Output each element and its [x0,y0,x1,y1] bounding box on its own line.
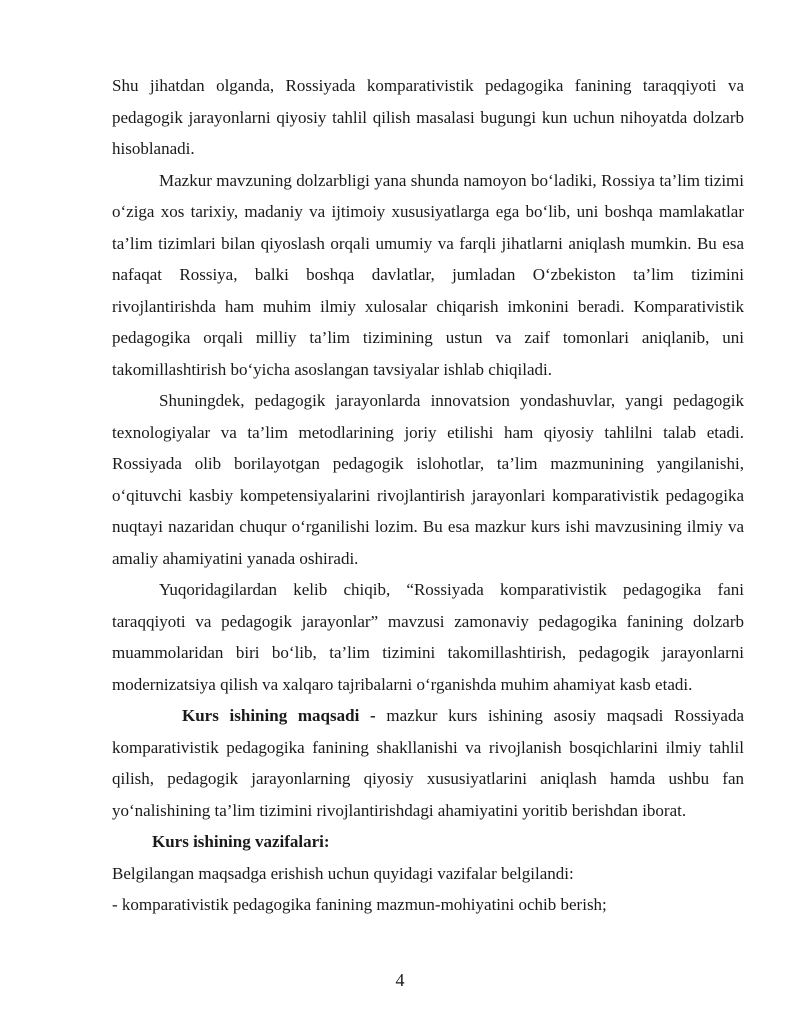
page-number: 4 [395,970,405,990]
document-page [112,70,744,921]
course-goal-label: Kurs ishining maqsadi - [182,706,376,725]
course-task-item: - komparativistik pedagogika fanining mazmun-mohiyatini ochib berish; [112,895,607,914]
course-tasks-intro: Belgilangan maqsadga erishish uchun quyidagi vazifalar belgilandi: [112,863,574,883]
paragraph-course-goal [112,700,744,826]
paragraph-summary: Yuqoridagilardan kelib chiqib, “Rossiyada komparativistik pedagogika fani taraqqiyoti va pedagogik jarayonlar” mavzusi zamonaviy pedagogika fanining dolzarb muammolaridan biri bo‘lib, ta’lim tizimini takomillashtirish, pedagogik jarayonlarni modernizatsiya qilish va xalqaro tajribalarni o‘rganishda muhim ahamiyat kasb etadi. [112,580,744,694]
course-goal-text: mazkur kurs ishining asosiy maqsadi Rossiyada komparativistik pedagogika fanining shakllanishi va rivojlanish bosqichlarini ilmiy tahlil qilish, pedagogik jarayonlarning qiyosiy xususiyatlarini aniqlash hamda ushbu fan yo‘nalishining ta’lim tizimini rivojlantirishdagi ahamiyatini yoritib berishdan iborat. [112,706,745,820]
paragraph-innovations: Shuningdek, pedagogik jarayonlarda innovatsion yondashuvlar, yangi pedagogik texnologiyalar va ta’lim metodlarining joriy etilishi ham qiyosiy tahlilni talab etadi. Rossiyada olib borilayotgan pedagogik islohotlar, ta’lim mazmunining yangilanishi, o‘qituvchi kasbiy kompetensiyalarini rivojlantirish jarayonlari komparativistik pedagogika nuqtayi nazaridan chuqur o‘rganilishi lozim. Bu esa mazkur kurs ishi mavzusining ilmiy va amaliy ahamiyatini yanada oshiradi. [112,391,744,568]
course-tasks-heading: Kurs ishining vazifalari: [152,832,330,851]
paragraph-intro-conclusion: Shu jihatdan olganda, Rossiyada komparativistik pedagogika fanining taraqqiyoti va pedagogik jarayonlarni qiyosiy tahlil qilish masalasi bugungi kun uchun nihoyatda dolzarb hisoblanadi. [112,76,744,158]
paragraph-relevance: Mazkur mavzuning dolzarbligi yana shunda namoyon bo‘ladiki, Rossiya ta’lim tizimi o‘ziga xos tarixiy, madaniy va ijtimoiy xususiyatlarga ega bo‘lib, uni boshqa mamlakatlar ta’lim tizimlari bilan qiyoslash orqali umumiy va farqli jihatlarni aniqlash mumkin. Bu esa nafaqat Rossiya, balki boshqa davlatlar, jumladan O‘zbekiston ta’lim tizimini rivojlantirishda ham muhim ilmiy xulosalar chiqarish imkonini beradi. Komparativistik pedagogika orqali milliy ta’lim tizimining ustun va zaif tomonlari aniqlanib, uni takomillashtirish bo‘yicha asoslangan tavsiyalar ishlab chiqiladi. [112,170,744,379]
